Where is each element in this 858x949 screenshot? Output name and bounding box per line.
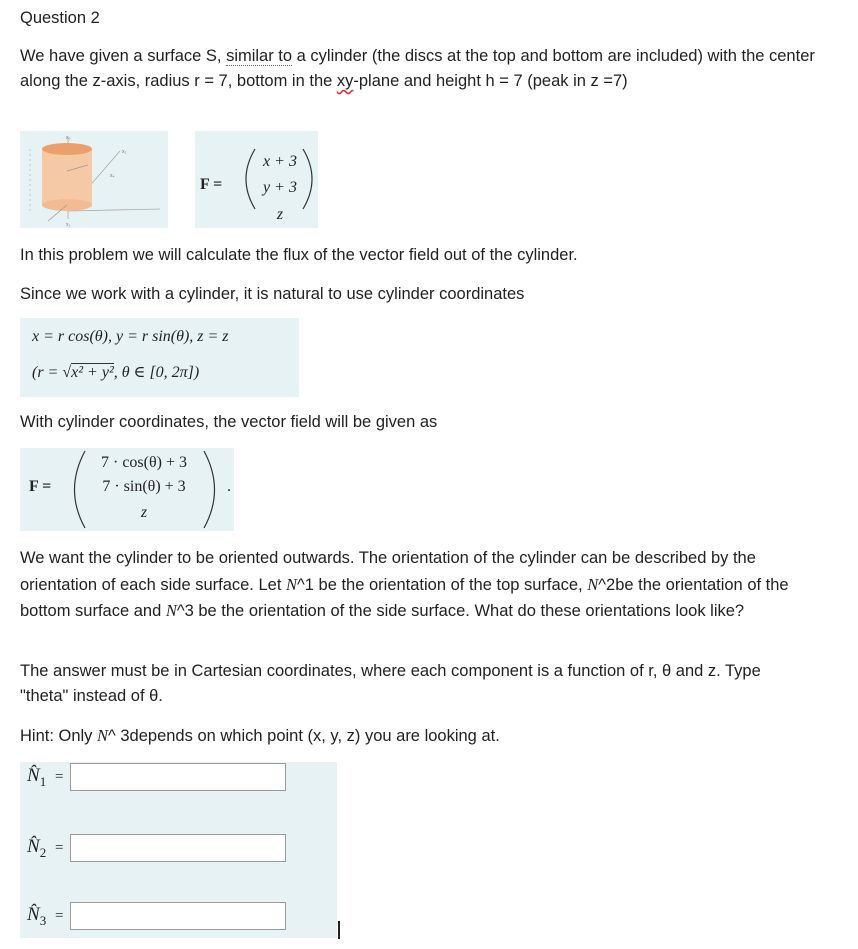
svg-text:x₄: x₄ [110, 173, 115, 179]
hint-part-a: Hint: Only [20, 727, 98, 745]
intro-part-1: We have given a surface S, [20, 47, 227, 65]
svg-text:x₂: x₂ [122, 149, 127, 155]
orient-part-1: We want the cylinder to be oriented outwards. The orientation of the cylinder can be described by the orientation of each side surface. Let [20, 549, 756, 594]
sqrt-symbol: √ [62, 364, 72, 381]
coords-line-2-open: (r = [32, 364, 63, 381]
answer-label-n2 [27, 836, 46, 861]
orient-n1: N [286, 574, 298, 594]
cylinder-figure [20, 131, 168, 228]
coords-text: Since we work with a cylinder, it is natural to use cylinder coordinates [20, 285, 525, 303]
answer-label-n3 [27, 904, 46, 929]
coords-line-2-close: , θ ∈ [0, 2π]) [113, 364, 200, 381]
text-cursor [338, 921, 340, 939]
intro-xy: xy [336, 72, 354, 90]
svg-text:x₁: x₁ [66, 222, 71, 228]
n2-symbol: N̂ [27, 836, 40, 857]
hint-part-b: ^ 3depends on which point (x, y, z) you are looking at. [108, 727, 500, 745]
answer-label-n1 [27, 765, 46, 790]
svg-text:x₃: x₃ [66, 135, 71, 141]
intro-part-2: a cylinder (the discs at the top and bottom are included) with the center along the z-axis, radius r = 7, bottom in the [20, 47, 815, 90]
with-cyl-text: With cylinder coordinates, the vector field will be given as [20, 413, 438, 431]
orient-n3: N [165, 601, 177, 621]
intro-similar-to: similar to [226, 47, 293, 65]
orient-n1-rest: ^1 be the orientation of the top surface, [297, 575, 588, 594]
field-component-y: y + 3 [263, 179, 297, 196]
field-cyl-component-2: 7 · sin(θ) + 3 [102, 478, 186, 495]
field-component-x: x + 3 [263, 153, 297, 170]
field-cyl-box [20, 448, 234, 531]
intro-paragraph [20, 44, 820, 94]
field-cyl-component-3: z [140, 504, 148, 521]
answer-equals-2: = [55, 840, 64, 856]
answer-equals-3: = [55, 908, 64, 924]
orient-n2: N [587, 574, 599, 594]
n1-subscript: 1 [39, 773, 47, 789]
coords-box [20, 318, 299, 397]
n2-answer-input[interactable] [70, 834, 286, 862]
n3-symbol: N̂ [27, 904, 40, 925]
orientation-paragraph [20, 546, 790, 625]
coords-line-2 [32, 362, 199, 382]
cylinder-diagram [20, 131, 168, 228]
n2-subscript: 2 [39, 844, 47, 860]
field-cyl-component-1: 7 · cos(θ) + 3 [101, 454, 187, 471]
hint-n: N [97, 726, 109, 745]
coords-sqrt-content: x² + y² [71, 364, 114, 381]
field-component-z: z [276, 206, 284, 223]
orient-n3-rest: ^3 be the orientation of the side surface. What do these orientations look like? [176, 602, 745, 621]
orient-n2-rest: ^2be the orientation of the bottom surface and [20, 575, 789, 621]
n1-symbol: N̂ [27, 765, 40, 786]
intro-part-3: -plane and height h = 7 (peak in z =7) [353, 72, 628, 90]
field-cyl-suffix: . [227, 478, 231, 495]
question-title: Question 2 [20, 9, 100, 27]
n3-answer-input[interactable] [70, 902, 286, 930]
answer-instructions: The answer must be in Cartesian coordinates, where each component is a function of r, θ and z. Type "theta" instead of θ. [20, 662, 761, 705]
n3-subscript: 3 [39, 912, 47, 928]
n1-answer-input[interactable] [70, 763, 286, 791]
field-label: F = [200, 176, 223, 193]
answer-equals-1: = [55, 769, 64, 785]
coords-line-1: x = r cos(θ), y = r sin(θ), z = z [32, 328, 229, 345]
field-cyl-label: F = [29, 478, 52, 495]
vector-field-box [195, 131, 318, 228]
flux-text: In this problem we will calculate the flux of the vector field out of the cylinder. [20, 246, 578, 264]
hint-text [20, 723, 500, 749]
